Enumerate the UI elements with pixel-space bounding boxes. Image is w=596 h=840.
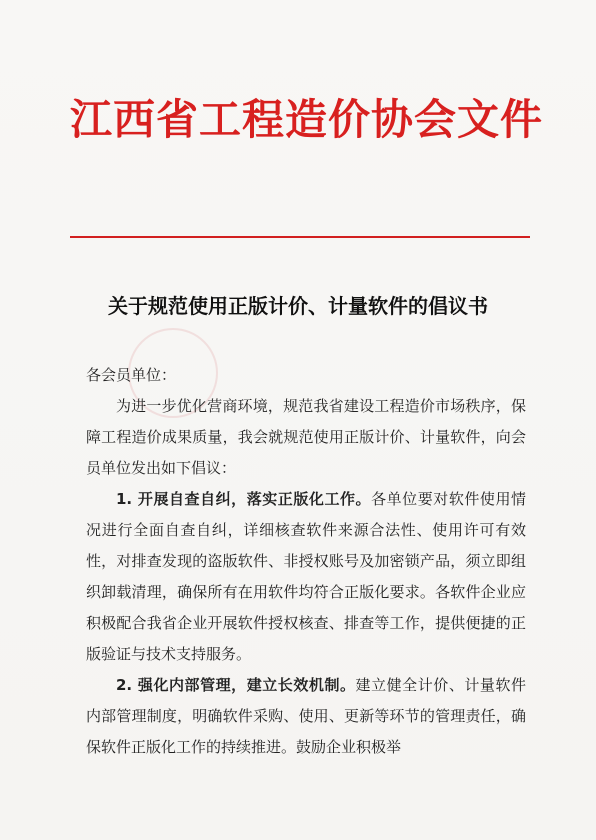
item-paragraph-2 [86, 670, 526, 763]
item-text-1: 各单位要对软件使用情况进行全面自查自纠，详细核查软件来源合法性、使用许可有效性，对排查发现的盗版软件、非授权账号及加密锁产品，须立即组织卸载清理，确保所有在用软件均符合正版化要求。各软件企业应积极配合我省企业开展软件授权核查、排查等工作，提供便捷的正版验证与技术支持服务。 [86, 490, 526, 663]
intro-paragraph: 为进一步优化营商环境，规范我省建设工程造价市场秩序，保障工程造价成果质量，我会就规范使用正版计价、计量软件，向会员单位发出如下倡议： [86, 397, 526, 477]
item-paragraph-1 [86, 484, 526, 670]
document-title: 关于规范使用正版计价、计量软件的倡议书 [108, 294, 488, 318]
item-heading-2: 2. 强化内部管理，建立长效机制。 [116, 676, 356, 694]
item-text-2: 建立健全计价、计量软件内部管理制度，明确软件采购、使用、更新等环节的管理责任，确保软件正版化工作的持续推进。鼓励企业积极举 [86, 676, 526, 756]
org-header-title: 江西省工程造价协会文件 [70, 95, 544, 144]
item-heading-1: 1. 开展自查自纠，落实正版化工作。 [116, 490, 372, 508]
header-divider [70, 236, 530, 238]
show-through [360, 28, 361, 29]
salutation: 各会员单位： [86, 366, 177, 384]
document-body [86, 360, 526, 763]
